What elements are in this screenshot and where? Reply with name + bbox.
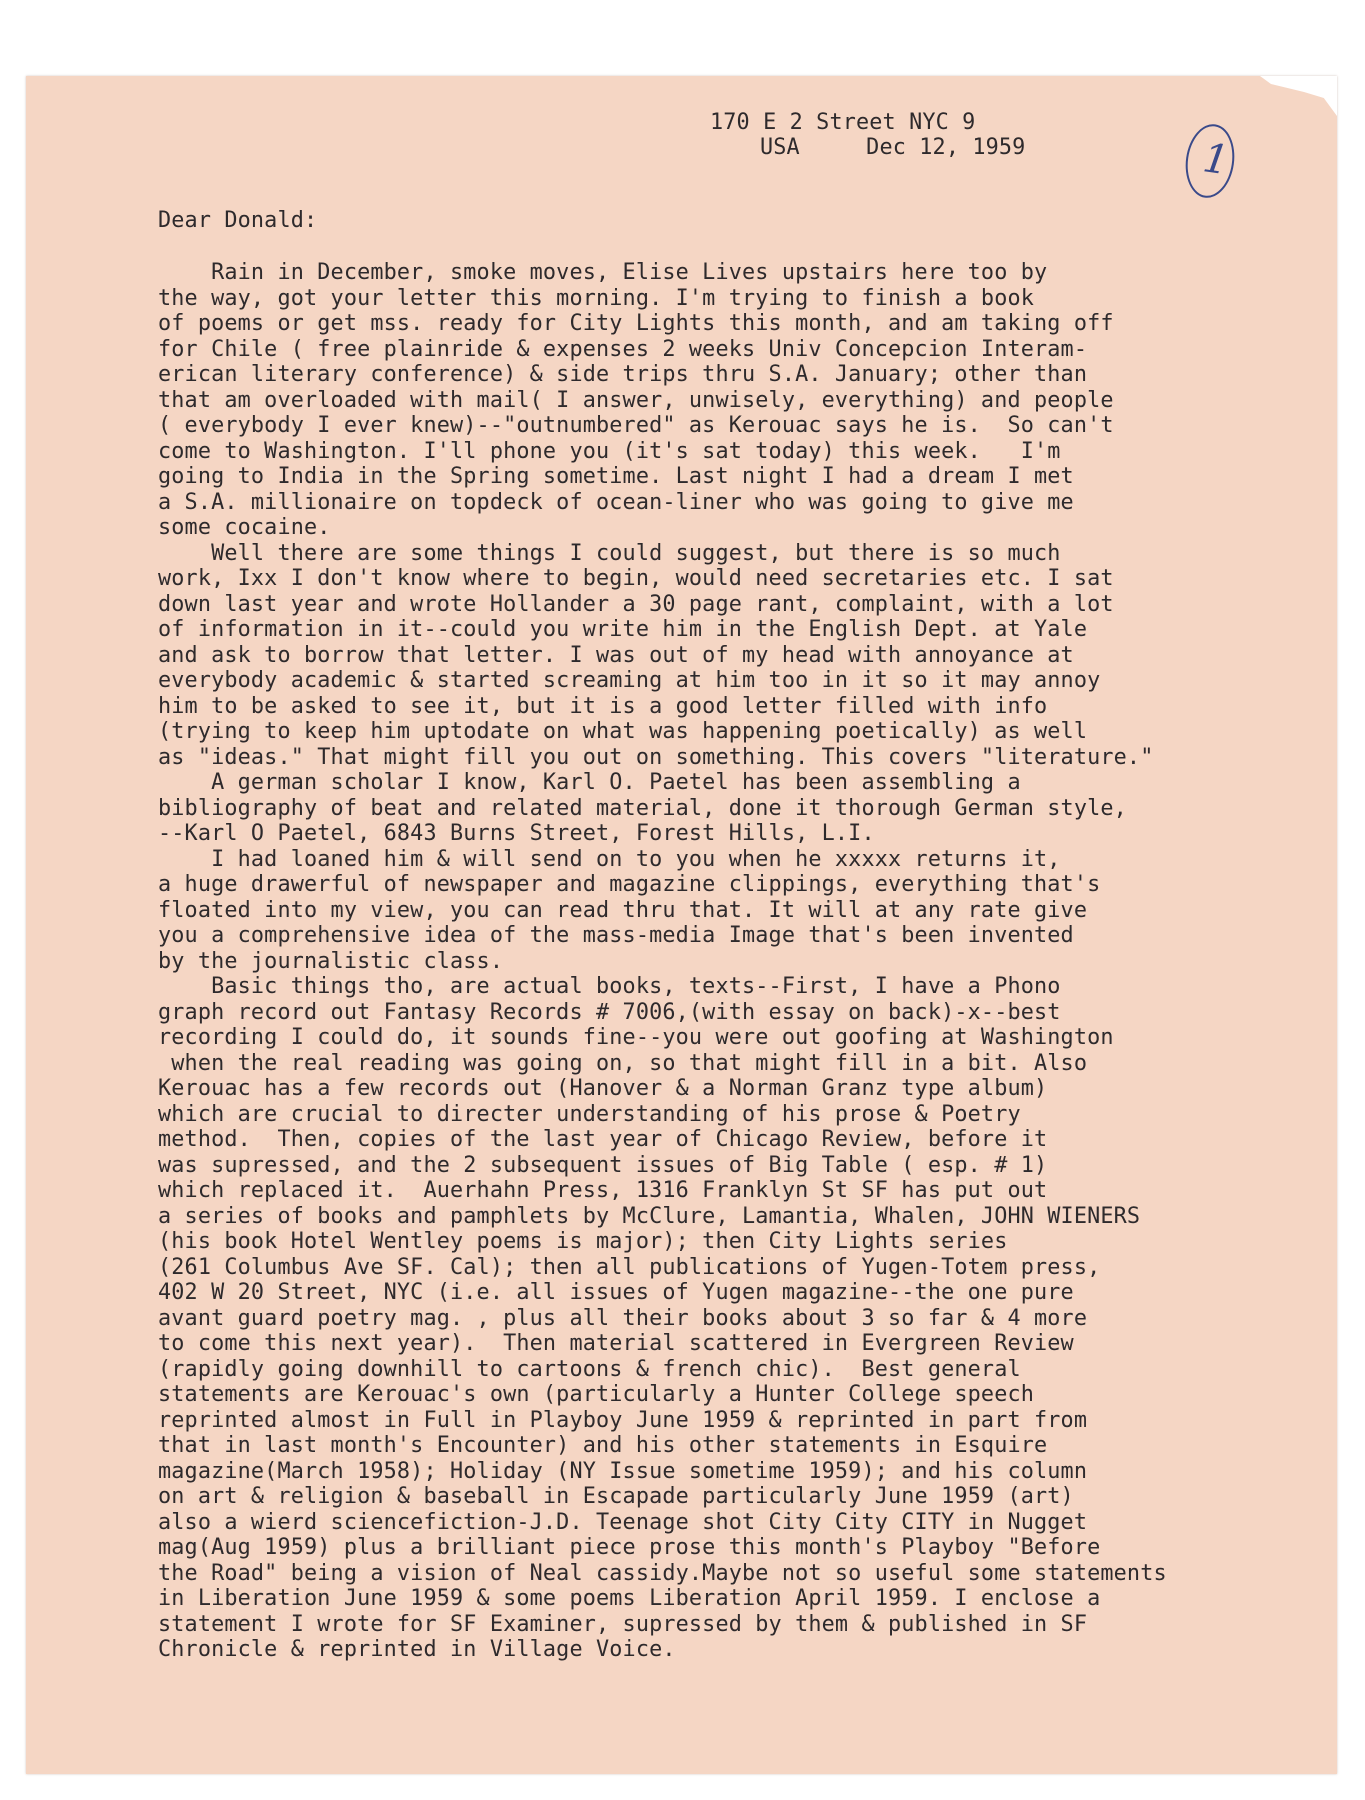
- letter-line: ( everybody I ever knew)--"outnumbered" as Kerouac says he is. So can't: [158, 413, 1114, 438]
- letter-line: some cocaine.: [158, 515, 331, 540]
- letter-line: the Road" being a vision of Neal cassidy.Maybe not so useful some statements: [158, 1560, 1167, 1586]
- letter-line: statements are Kerouac's own (particularly a Hunter College speech: [158, 1382, 1035, 1407]
- letter-line: (rapidly going downhill to cartoons & french chic). Best general: [158, 1356, 1021, 1382]
- letter-line: come to Washington. I'll phone you (it's sat today) this week. I'm: [158, 438, 1061, 464]
- letter-line: 402 W 20 Street, NYC (i.e. all issues of Yugen magazine--the one pure: [158, 1280, 1074, 1305]
- letter-line: statement I wrote for SF Examiner, supressed by them & published in SF: [158, 1611, 1088, 1637]
- letter-line: and ask to borrow that letter. I was out of my head with annoyance at: [158, 642, 1074, 668]
- letter-line: for Chile ( free plainride & expenses 2 weeks Univ Concepcion Interam-: [158, 336, 1088, 362]
- letter-line: Rain in December, smoke moves, Elise Lives upstairs here too by: [158, 260, 1048, 285]
- letter-line: (261 Columbus Ave SF. Cal); then all publications of Yugen-Totem press,: [158, 1254, 1101, 1280]
- letter-line: erican literary conference) & side trips thru S.A. January; other than: [158, 362, 1088, 387]
- letter-line: that in last month's Encounter) and his other statements in Esquire: [158, 1433, 1048, 1458]
- letter-line: going to India in the Spring sometime. Last night I had a dream I met: [158, 464, 1074, 489]
- letter-line: mag(Aug 1959) plus a brilliant piece prose this month's Playboy "Before: [158, 1535, 1101, 1560]
- letter-line: magazine(March 1958); Holiday (NY Issue sometime 1959); and his column: [158, 1458, 1088, 1484]
- letter-line: recording I could do, it sounds fine--you were out goofing at Washington: [158, 1025, 1114, 1050]
- letter-line: you a comprehensive idea of the mass-media Image that's been invented: [158, 923, 1074, 948]
- letter-line: to come this next year). Then material scattered in Evergreen Review: [158, 1331, 1074, 1356]
- letter-line: floated into my view, you can read thru that. It will at any rate give: [158, 897, 1088, 923]
- letter-line: Chronicle & reprinted in Village Voice.: [158, 1637, 676, 1662]
- sender-address: 170 E 2 Street NYC 9: [710, 110, 976, 135]
- letter-line: Well there are some things I could suggest, but there is so much: [158, 540, 1061, 566]
- letter-body: [158, 260, 1167, 1663]
- letter-line: was supressed, and the 2 subsequent issues of Big Table ( esp. # 1): [158, 1152, 1048, 1178]
- letter-line: bibliography of beat and related material, done it thorough German style,: [158, 795, 1127, 821]
- letter-line: graph record out Fantasy Records # 7006,(with essay on back)-x--best: [158, 999, 1061, 1025]
- salutation: Dear Donald:: [158, 208, 318, 233]
- letter-line: him to be asked to see it, but it is a good letter filled with info: [158, 693, 1048, 719]
- letter-line: when the real reading was going on, so that might fill in a bit. Also: [158, 1050, 1088, 1076]
- letter-line: as "ideas." That might fill you out on something. This covers "literature.": [158, 744, 1154, 770]
- letter-line: work, Ixx I don't know where to begin, would need secretaries etc. I sat: [158, 566, 1114, 591]
- letter-line: a S.A. millionaire on topdeck of ocean-liner who was going to give me: [158, 489, 1074, 515]
- letter-line: the way, got your letter this morning. I'm trying to finish a book: [158, 285, 1035, 311]
- letter-line: of information in it--could you write him in the English Dept. at Yale: [158, 617, 1088, 642]
- letter-line: of poems or get mss. ready for City Lights this month, and am taking off: [158, 311, 1114, 336]
- letter-line: avant guard poetry mag. , plus all their books about 3 so far & 4 more: [158, 1305, 1088, 1331]
- letter-line: which are crucial to directer understanding of his prose & Poetry: [158, 1101, 1021, 1127]
- letter-line: also a wierd sciencefiction-J.D. Teenage shot City City CITY in Nugget: [158, 1509, 1088, 1535]
- letter-line: (trying to keep him uptodate on what was happening poetically) as well: [158, 719, 1088, 744]
- letter-line: A german scholar I know, Karl O. Paetel has been assembling a: [158, 770, 1021, 795]
- letter-line: I had loaned him & will send on to you when he xxxxx returns it,: [158, 846, 1061, 872]
- letter-line: method. Then, copies of the last year of Chicago Review, before it: [158, 1127, 1048, 1152]
- letter-line: (his book Hotel Wentley poems is major); then City Lights series: [158, 1229, 1008, 1254]
- letter-line: a huge drawerful of newspaper and magazine clippings, everything that's: [158, 872, 1101, 897]
- letter-line: a series of books and pamphlets by McClure, Lamantia, Whalen, JOHN WIENERS: [158, 1203, 1141, 1229]
- letter-line: Basic things tho, are actual books, texts--First, I have a Phono: [158, 974, 1061, 999]
- letter-line: that am overloaded with mail( I answer, unwisely, everything) and people: [158, 387, 1114, 413]
- letter-line: on art & religion & baseball in Escapade particularly June 1959 (art): [158, 1484, 1074, 1509]
- letter-line: which replaced it. Auerhahn Press, 1316 Franklyn St SF has put out: [158, 1178, 1048, 1203]
- letter-line: Kerouac has a few records out (Hanover & a Norman Granz type album): [158, 1076, 1048, 1101]
- letter-line: in Liberation June 1959 & some poems Liberation April 1959. I enclose a: [158, 1586, 1101, 1611]
- page-number: 1: [1200, 135, 1232, 185]
- letter-line: down last year and wrote Hollander a 30 page rant, complaint, with a lot: [158, 591, 1114, 617]
- letter-line: reprinted almost in Full in Playboy June 1959 & reprinted in part from: [158, 1407, 1088, 1433]
- letter-line: everybody academic & started screaming at him too in it so it may annoy: [158, 668, 1101, 693]
- address-country-date: USA Dec 12, 1959: [760, 135, 1026, 160]
- letter-line: --Karl O Paetel, 6843 Burns Street, Forest Hills, L.I.: [158, 821, 875, 846]
- letter-line: by the journalistic class.: [158, 948, 504, 974]
